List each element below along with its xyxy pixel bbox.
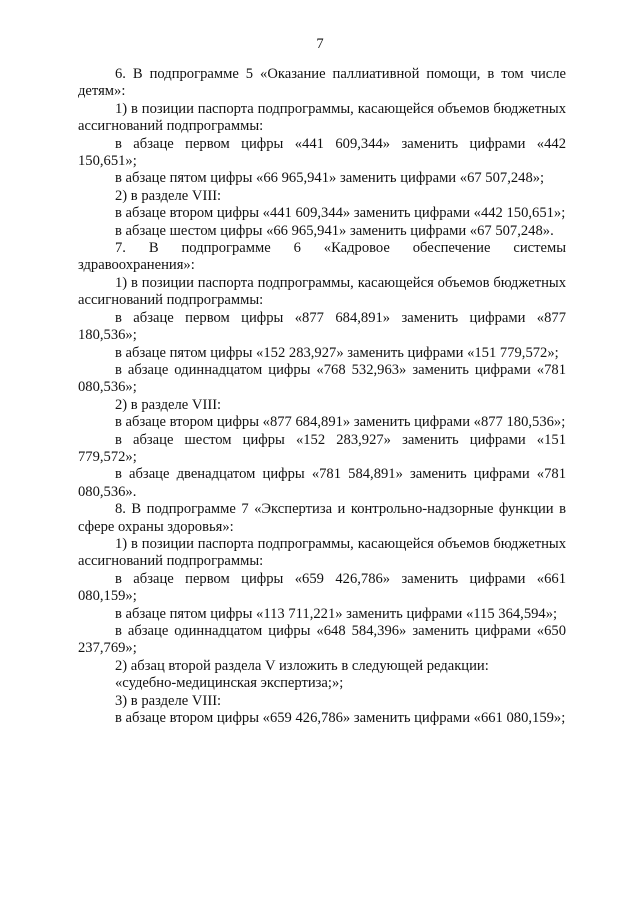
paragraph: 6. В подпрограмме 5 «Оказание паллиативной помощи, в том числе детям»:	[78, 66, 566, 100]
paragraph: в абзаце двенадцатом цифры «781 584,891» заменить цифрами «781 080,536».	[78, 466, 566, 500]
paragraph: в абзаце одиннадцатом цифры «768 532,963» заменить цифрами «781 080,536»;	[78, 361, 566, 396]
paragraph: в абзаце одиннадцатом цифры «648 584,396» заменить цифрами «650 237,769»;	[78, 623, 566, 657]
paragraph: в абзаце пятом цифры «152 283,927» заменить цифрами «151 779,572»;	[115, 344, 559, 361]
paragraph: 2) в разделе VIII:	[115, 187, 222, 204]
paragraph: в абзаце шестом цифры «66 965,941» заменить цифрами «67 507,248».	[115, 222, 554, 239]
paragraph: в абзаце шестом цифры «152 283,927» заменить цифрами «151 779,572»;	[78, 431, 566, 465]
paragraph: в абзаце пятом цифры «113 711,221» заменить цифрами «115 364,594»;	[115, 605, 558, 622]
paragraph: 1) в позиции паспорта подпрограммы, касающейся объемов бюджетных ассигнований подпрограммы:	[78, 100, 566, 135]
paragraph: в абзаце втором цифры «877 684,891» заменить цифрами «877 180,536»;	[115, 414, 566, 431]
document-body	[78, 66, 566, 727]
paragraph: в абзаце первом цифры «659 426,786» заменить цифрами «661 080,159»;	[78, 570, 566, 605]
paragraph: в абзаце первом цифры «441 609,344» заменить цифрами «442 150,651»;	[78, 135, 566, 170]
paragraph: в абзаце пятом цифры «66 965,941» заменить цифрами «67 507,248»;	[115, 170, 545, 187]
paragraph: 8. В подпрограмме 7 «Экспертиза и контрольно-надзорные функции в сфере охраны здоровья»:	[78, 501, 566, 535]
paragraph: 3) в разделе VIII:	[115, 692, 222, 709]
paragraph: 7. В подпрограмме 6 «Кадровое обеспечение системы здравоохранения»:	[78, 240, 566, 274]
paragraph: в абзаце втором цифры «659 426,786» заменить цифрами «661 080,159»;	[115, 710, 566, 727]
paragraph: «судебно-медицинская экспертиза;»;	[115, 675, 344, 692]
paragraph: 2) абзац второй раздела V изложить в следующей редакции:	[115, 657, 489, 674]
paragraph: в абзаце втором цифры «441 609,344» заменить цифрами «442 150,651»;	[115, 205, 566, 222]
paragraph: 1) в позиции паспорта подпрограммы, касающейся объемов бюджетных ассигнований подпрограммы:	[78, 535, 566, 570]
paragraph: 1) в позиции паспорта подпрограммы, касающейся объемов бюджетных ассигнований подпрограммы:	[78, 274, 566, 309]
paragraph: 2) в разделе VIII:	[115, 396, 222, 413]
paragraph: в абзаце первом цифры «877 684,891» заменить цифрами «877 180,536»;	[78, 309, 566, 344]
page-number: 7	[316, 36, 324, 52]
